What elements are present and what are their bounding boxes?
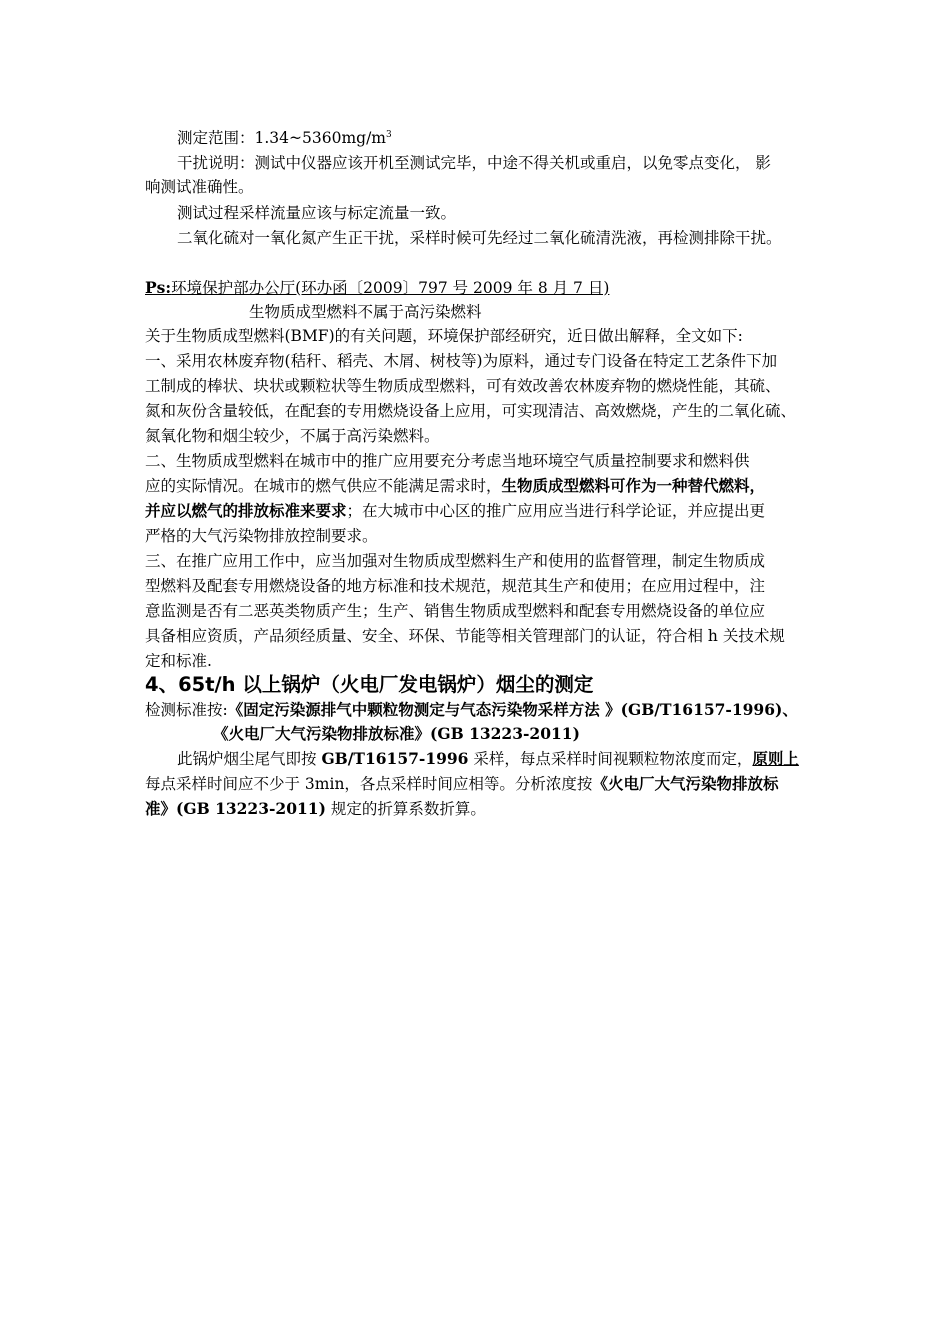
p3-line: 型燃料及配套专用燃烧设备的地方标准和技术规范，规范其生产和使用；在应用过程中，注: [145, 577, 766, 595]
interference-line-1: 干扰说明：测试中仪器应该开机至测试完毕，中途不得关机或重启，以免零点变化， 影: [177, 154, 771, 172]
ps-ref-text: 环境保护部办公厅(环办函〔2009〕797 号 2009 年 8 月 7 日): [171, 279, 610, 297]
standard-name: 准》(GB 13223-2011): [145, 799, 326, 818]
standard-name-1: 《固定污染源排气中颗粒物测定与气态污染物采样方法 》(GB/T16157-1996)、: [227, 700, 798, 719]
standard-prefix: 检测标准按:: [145, 701, 228, 719]
standard-line-1: [145, 700, 798, 720]
range-superscript: 3: [386, 129, 392, 140]
measurement-range: [177, 128, 392, 148]
principle-emphasis: 原则上: [752, 749, 799, 768]
body-text: 采样，每点采样时间视颗粒物浓度而定，: [468, 750, 753, 768]
p2-bold-text: 并应以燃气的排放标准来要求: [145, 501, 347, 520]
p2-line: [145, 501, 765, 521]
interference-line-2: 响测试准确性。: [145, 178, 254, 196]
standard-code: GB/T16157-1996: [321, 749, 469, 768]
p3-line: 具备相应资质，产品须经质量、安全、环保、节能等相关管理部门的认证，符合相 h 关技术规: [145, 627, 785, 645]
ps-reference: [145, 278, 609, 298]
body-text: 此锅炉烟尘尾气即按: [177, 750, 322, 768]
body-line-3: [145, 799, 486, 819]
range-text: 测定范围：1.34~5360mg/m: [177, 129, 386, 147]
p2-text: ；在大城市中心区的推广应用应当进行科学论证，并应提出更: [346, 502, 766, 520]
p2-line: 严格的大气污染物排放控制要求。: [145, 527, 378, 545]
p3-line: 定和标准.: [145, 652, 212, 670]
body-text: 规定的折算系数折算。: [325, 800, 486, 818]
section-heading: 4、65t/h 以上锅炉（火电厂发电锅炉）烟尘的测定: [145, 673, 594, 696]
body-line-1: [177, 749, 799, 769]
p2-line: 二、生物质成型燃料在城市中的推广应用要充分考虑当地环境空气质量控制要求和燃料供: [145, 452, 750, 470]
body-line-2: [145, 774, 778, 794]
p1-line: 一、采用农林废弃物(秸秆、稻壳、木屑、树枝等)为原料，通过专门设备在特定工艺条件下加: [145, 352, 778, 370]
ps-title: 生物质成型燃料不属于高污染燃料: [249, 303, 482, 321]
p3-line: 意监测是否有二恶英类物质产生；生产、销售生物质成型燃料和配套专用燃烧设备的单位应: [145, 602, 766, 620]
p1-line: 氮氧化物和烟尘较少，不属于高污染燃料。: [145, 427, 440, 445]
standard-line-2: 《火电厂大气污染物排放标准》(GB 13223-2011): [213, 724, 580, 743]
p2-text: 应的实际情况。在城市的燃气供应不能满足需求时，: [145, 477, 502, 495]
p3-line: 三、在推广应用工作中，应当加强对生物质成型燃料生产和使用的监督管理，制定生物质成: [145, 552, 766, 570]
p1-line: 工制成的棒状、块状或颗粒状等生物质成型燃料，可有效改善农林废弃物的燃烧性能，其硫、: [145, 377, 781, 395]
p2-line: [145, 476, 765, 496]
ps-intro: 关于生物质成型燃料(BMF)的有关问题，环境保护部经研究，近日做出解释，全文如下:: [145, 327, 743, 345]
flow-note: 测试过程采样流量应该与标定流量一致。: [177, 204, 457, 222]
body-text: 每点采样时间应不少于 3min，各点采样时间应相等。分析浓度按: [145, 775, 593, 793]
p1-line: 氮和灰份含量较低，在配套的专用燃烧设备上应用，可实现清洁、高效燃烧，产生的二氧化硫、: [145, 402, 797, 420]
p2-bold-text: 生物质成型燃料可作为一种替代燃料，: [501, 476, 766, 495]
so2-note: 二氧化硫对一氧化氮产生正干扰，采样时候可先经过二氧化硫清洗液，再检测排除干扰。: [177, 229, 782, 247]
standard-name: 《火电厂大气污染物排放标: [592, 774, 779, 793]
ps-label: Ps:: [145, 278, 172, 297]
